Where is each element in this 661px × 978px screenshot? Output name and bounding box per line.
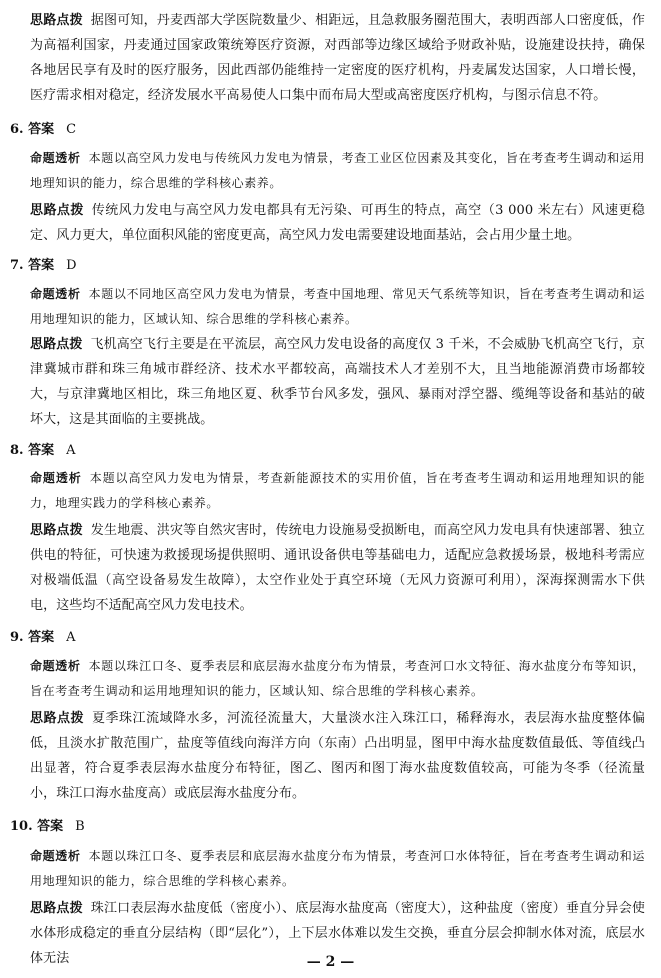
- answer-6: [10, 120, 76, 140]
- answer-letter: B: [75, 819, 85, 834]
- para-text: 本题以高空风力发电与传统风力发电为情景，考查工业区位因素及其变化，旨在考查考生调动和运用地理知识的能力，综合思维的学科核心素养。: [30, 151, 645, 190]
- answer-letter: A: [66, 630, 76, 645]
- section-label: 命题透析: [30, 849, 81, 863]
- question-number: 6.: [10, 122, 24, 137]
- block-15-para: [0, 896, 661, 966]
- block-9-para: [0, 518, 661, 618]
- block-3-para: [0, 198, 661, 248]
- para-text: 传统风力发电与高空风力发电都具有无污染、可再生的特点，高空（3 000 米左右）风速更稳定、风力更大，单位面积风能的密度更高，高空风力发电需要建设地面基站，会占用少量土地。: [30, 203, 645, 243]
- para-text: 据图可知，丹麦西部大学医院数量少、相距远，且急救服务圈范围大，表明西部人口密度低，作为高福利国家，丹麦通过国家政策统筹医疗资源，对西部等边缘区域给予财政补贴，设施建设扶持，确保各地居民享有及时的医疗服务，因此西部仍能维持一定密度的医疗机构，丹麦属发达国家，人口增长慢，医疗需求相对稳定，经济发展水平高易使人口集中而布局大型或高密度医疗机构，与图示信息不符。: [30, 13, 645, 103]
- answer-9: [10, 628, 76, 648]
- section-label: 命题透析: [30, 659, 81, 673]
- block-8-para: [0, 466, 661, 516]
- question-number: 9.: [10, 630, 24, 645]
- answer-label: 答案: [28, 258, 55, 273]
- para-text: 本题以珠江口冬、夏季表层和底层海水盐度分布为情景，考查河口水体特征，旨在考查考生调动和运用地理知识的能力，综合思维的学科核心素养。: [30, 849, 645, 888]
- section-label: 思路点拨: [30, 13, 83, 28]
- block-12-para: [0, 706, 661, 806]
- answer-10: [10, 817, 85, 837]
- block-14-para: [0, 844, 661, 894]
- section-label: 思路点拨: [30, 711, 84, 726]
- answer-letter: D: [66, 258, 77, 273]
- section-label: 命题透析: [30, 151, 81, 165]
- block-11-para: [0, 654, 661, 704]
- para-text: 本题以不同地区高空风力发电为情景，考查中国地理、常见天气系统等知识，旨在考查考生调动和运用地理知识的能力，区域认知、综合思维的学科核心素养。: [30, 287, 645, 326]
- para-text: 夏季珠江流域降水多，河流径流量大，大量淡水注入珠江口，稀释海水，表层海水盐度整体偏低，且淡水扩散范围广，盐度等值线向海洋方向（东南）凸出明显，图甲中海水盐度数值最低、等值线凸出显著，符合夏季表层海水盐度分布特征，图乙、图丙和图丁海水盐度数值较高，可能为冬季（径流量小，珠江口海水盐度高）或底层海水盐度分布。: [30, 711, 645, 801]
- question-number: 10.: [10, 819, 33, 834]
- answer-letter: C: [66, 122, 77, 137]
- section-label: 命题透析: [30, 287, 81, 301]
- block-6-para: [0, 332, 661, 432]
- question-number: 8.: [10, 443, 24, 458]
- para-text: 飞机高空飞行主要是在平流层，高空风力发电设备的高度仅 3 千米，不会威胁飞机高空飞行，京津冀城市群和珠三角城市群经济、技术水平都较高，高端技术人才差别不大，且当地能源消费市场都较大，与京津冀地区相比，珠三角地区夏、秋季节台风多发，强风、暴雨对浮空器、缆绳等设备和基站的破坏大，这是其面临的主要挑战。: [30, 337, 646, 427]
- answer-label: 答案: [28, 630, 55, 645]
- answer-8: [10, 441, 76, 461]
- answer-label: 答案: [37, 819, 64, 834]
- section-label: 命题透析: [30, 471, 82, 485]
- section-label: 思路点拨: [30, 203, 84, 218]
- answer-label: 答案: [28, 122, 55, 137]
- page-number: — 2 —: [306, 954, 355, 970]
- answer-7: [10, 256, 77, 276]
- answer-letter: A: [66, 443, 76, 458]
- para-text: 发生地震、洪灾等自然灾害时，传统电力设施易受损断电，而高空风力发电具有快速部署、独立供电的特征，可快速为救援现场提供照明、通讯设备供电等基础电力，适配应急救援场景，极地科考需应对极端低温（高空设备易发生故障），太空作业处于真空环境（无风力资源可利用），深海探测需水下供电，这些均不适配高空风力发电技术。: [30, 523, 645, 613]
- question-number: 7.: [10, 258, 24, 273]
- block-5-para: [0, 282, 661, 332]
- section-label: 思路点拨: [30, 901, 83, 916]
- para-text: 本题以珠江口冬、夏季表层和底层海水盐度分布为情景，考查河口水文特征、海水盐度分布等知识，旨在考查考生调动和运用地理知识的能力，区域认知、综合思维的学科核心素养。: [30, 659, 645, 698]
- answer-label: 答案: [28, 443, 55, 458]
- para-text: 本题以高空风力发电为情景，考查新能源技术的实用价值，旨在考查考生调动和运用地理知识的能力，地理实践力的学科核心素养。: [30, 471, 645, 510]
- block-0-para: [0, 8, 661, 108]
- section-label: 思路点拨: [30, 523, 83, 538]
- para-text: 珠江口表层海水盐度低（密度小）、底层海水盐度高（密度大），这种盐度（密度）垂直分异会使水体形成稳定的垂直分层结构（即“层化”），上下层水体难以发生交换，垂直分层会抑制水体对流，底层水体无法: [30, 901, 645, 966]
- section-label: 思路点拨: [30, 337, 83, 352]
- block-2-para: [0, 146, 661, 196]
